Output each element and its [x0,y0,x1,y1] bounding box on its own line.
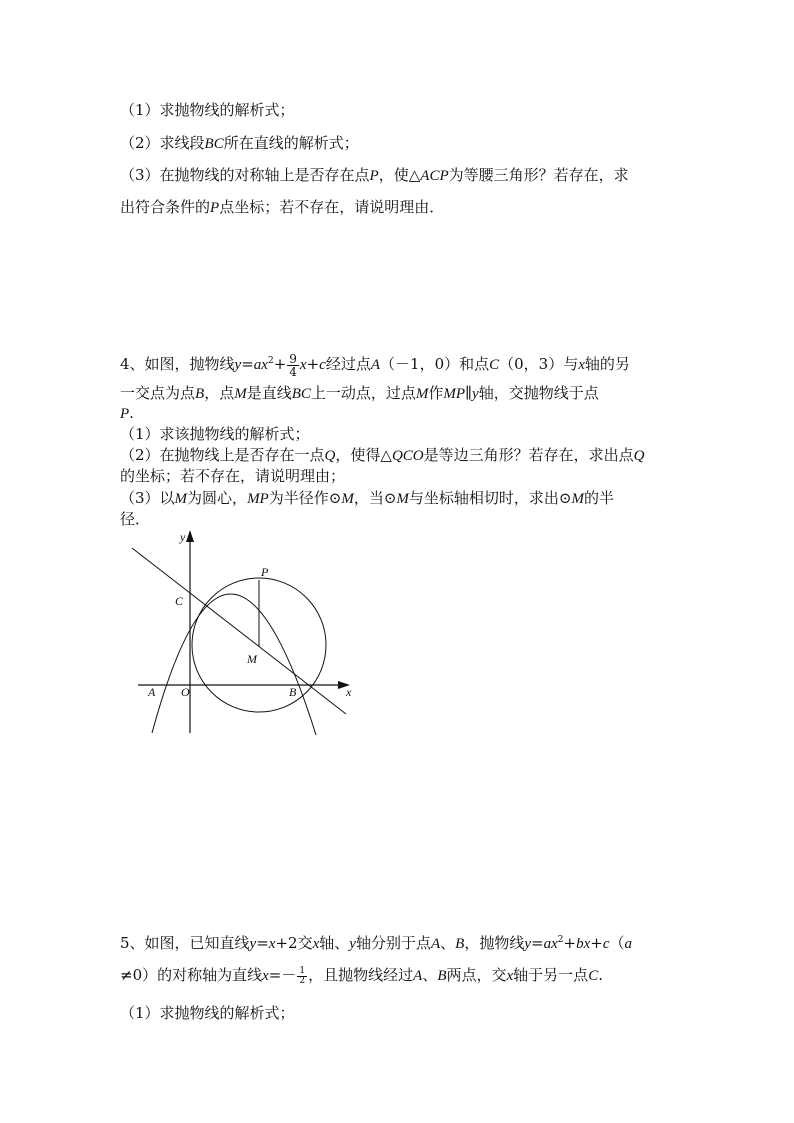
q5-sep: 、 [440,934,456,952]
q5-point-a: A [430,936,441,952]
q3-sub2-bc: BC [204,136,224,152]
q5-line2 [120,965,603,986]
q4-line2-a: 一交点为点 [120,384,196,402]
q4-sub3-c: 为半径作⊙ [268,489,342,507]
parabola-circle-figure [130,528,360,738]
q4-eq-ax: ax [253,357,268,373]
q5-intro-d: 轴分别于点 [355,934,431,952]
q4-intro-c: 轴的另 [584,355,630,373]
q5-parab-a: a [624,936,633,952]
q5-intro-e: ，抛物线 [464,934,525,952]
q4-sub2 [120,445,644,466]
q4-sub3-m2: M [341,491,354,507]
q3-sub3-acp: ACP [420,168,449,184]
q4-sub2-a: （2）在抛物线上是否存在一点 [120,446,325,464]
q5-line2-c: 两点，交 [446,966,507,984]
q3-sub2 [120,133,359,154]
q4-intro-a: 4、如图，抛物线 [120,355,235,373]
line-bc [132,548,346,714]
q5-sub1 [120,1003,295,1023]
q5-line2-eq: =－ [268,966,297,984]
q5-line2-dot: . [598,966,603,984]
q5-point-b: B [455,936,465,952]
q4-eq-plus2: + [306,355,320,373]
q4-line2-b: B [195,386,205,402]
q5-line2-a: ≠0）的对称轴为直线 [120,966,263,984]
q5-line2-pa: A [413,968,423,984]
q4-line2-y: y [472,386,479,402]
q4-line3-dot: . [129,404,134,422]
label-m: M [247,652,257,666]
q4-eq-fraction [287,353,299,378]
label-c: C [175,594,184,608]
q4-line2-bc: BC [291,386,311,402]
q4-line2-c: ，点 [204,384,235,402]
q4-sub2-c: 是等边三角形？若存在，求出点 [423,446,634,464]
q4-eq-frac-den: 4 [289,364,297,379]
q5-line-rest: +2 [275,934,298,952]
q3-sub3-text-a: （3）在抛物线的对称轴上是否存在点 [120,166,370,184]
q4-sub3 [120,488,614,509]
q3-sub2-text-b: 所在直线的解析式； [223,134,359,152]
q5-intro [120,933,632,954]
q5-sub1-text: （1）求抛物线的解析式； [120,1004,295,1022]
q4-sub1-text: （1）求该抛物线的解析式； [120,425,310,443]
q4-sub2-q2: Q [633,448,645,464]
q4-sub3-a: （3）以 [120,489,175,507]
q5-parab-c: c [602,936,610,952]
q5-line2-b: ，且抛物线经过 [308,966,414,984]
parabola [152,594,316,735]
q3-sub2-text-a: （2）求线段 [120,134,205,152]
q4-eq-frac-num: 9 [289,351,297,366]
q4-eq-eq: = [241,355,254,373]
q3-sub3-triangle: △ [408,166,421,184]
q4-eq-x: x [299,357,307,373]
q4-line2-m2: M [415,386,429,402]
label-o: O [181,685,190,699]
q4-line2-f: 作 [428,384,444,402]
q5-parab-plus: + [563,934,577,952]
q4-eq-y: y [234,357,242,373]
label-x: x [346,685,352,699]
q4-line3 [120,403,134,424]
q3-sub3 [120,165,629,186]
q4-sub3-f: 的半 [583,489,614,507]
q5-line-x: x [268,936,276,952]
q3-sub1-text: （1）求抛物线的解析式； [120,101,295,119]
q3-sub3-line2-b: 点坐标；若不存在，请说明理由． [219,198,445,216]
q5-parab-plus2: + [590,934,603,952]
label-y: y [180,530,186,544]
q5-intro-a: 5、如图，已知直线 [120,934,250,952]
q4-sub2-q: Q [324,448,336,464]
q4-sub2-line2-text: 的坐标；若不存在，请说明理由； [120,467,346,485]
label-p: P [261,565,269,579]
q5-parab-sq: 2 [557,935,564,945]
q3-sub3-line2-p: P [210,200,220,216]
q4-sub3-m: M [174,491,188,507]
q4-point-a: A [370,357,381,373]
q5-line2-xx: x [506,968,514,984]
q5-paren: （ [609,934,625,952]
q4-line2-mp: MP [443,386,466,402]
q5-axis-x: x [312,936,320,952]
q4-sub3-line2 [120,509,150,529]
q4-sub2-line2 [120,466,345,486]
q4-sub3-d: ，当⊙ [353,489,397,507]
q5-line2-sep: 、 [422,966,438,984]
q4-point-c-coord: （0，3）与 [499,355,579,373]
q5-frac-num: 1 [299,965,306,976]
q5-parab-y: y [524,936,532,952]
q4-sub3-mp: MP [247,491,269,507]
q3-sub3-line2 [120,197,444,218]
q5-line2-x: x [262,968,269,984]
q4-sub3-b: 为圆心， [187,489,248,507]
q4-eq-sq: 2 [267,356,274,366]
q4-point-a-coord: （－1，0）和点 [380,355,490,373]
q4-eq-c: c [319,357,326,373]
q5-fraction [297,967,307,986]
q5-line2-d: 轴于另一点 [513,966,589,984]
q5-line-eq: = [256,934,269,952]
q5-parab-eq: = [531,934,544,952]
q5-axis-y: y [349,936,356,952]
q3-sub1 [120,100,295,120]
q5-intro-b: 交 [297,934,313,952]
q5-frac-den: 2 [299,975,306,986]
q5-intro-c: 轴、 [319,934,350,952]
q5-parab-bx: bx [576,936,591,952]
q4-point-c: C [489,357,500,373]
q4-line2-h: 轴，交抛物线于点 [478,384,599,402]
q4-line2-parallel: ∥ [465,384,473,402]
q4-line2-e: 上一动点，过点 [310,384,416,402]
y-axis-arrow [186,530,194,542]
label-b: B [289,685,297,699]
q5-line2-pc: C [588,968,599,984]
q4-eq-plus: + [273,355,287,373]
q4-intro [120,352,630,378]
q4-sub1 [120,424,310,444]
q4-sub3-m4: M [571,491,584,507]
q4-sub2-qco: QCO [391,448,424,464]
q3-sub3-line2-a: 出符合条件的 [120,198,211,216]
q5-line-y: y [249,936,257,952]
q4-line2 [120,383,599,404]
q3-sub3-text-b: ，使 [378,166,409,184]
q5-parab-ax: ax [543,936,558,952]
label-a: A [148,685,156,699]
q3-sub3-text-c: 为等腰三角形？若存在，求 [448,166,629,184]
q4-axis-x: x [578,357,585,373]
q3-sub3-p: P [369,168,379,184]
q4-intro-b: 经过点 [325,355,371,373]
q4-line3-p: P [120,406,130,422]
q4-sub2-b: ，使得△ [335,446,392,464]
q4-line2-m: M [234,386,247,402]
q4-line2-d: 是直线 [246,384,292,402]
q4-sub3-m3: M [396,491,409,507]
q4-sub3-line2-text: 径． [120,510,151,528]
q5-line2-pb: B [437,968,447,984]
q4-sub3-e: 与坐标轴相切时，求出⊙ [408,489,572,507]
